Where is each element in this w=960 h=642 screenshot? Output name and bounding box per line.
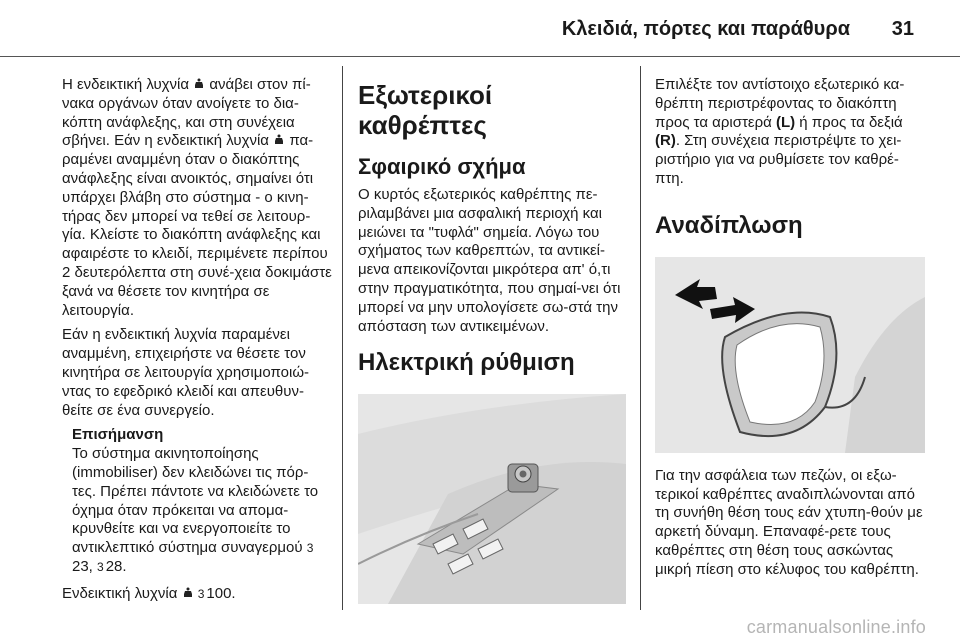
- page-title: Κλειδιά, πόρτες και παράθυρα: [561, 18, 850, 40]
- subheading-convex-shape: Σφαιρικό σχήμα: [358, 154, 526, 179]
- column-middle: [358, 80, 626, 604]
- column-divider: [640, 66, 641, 610]
- page-number: 31: [891, 18, 914, 40]
- column-right: [655, 76, 925, 586]
- page-ref-arrow-icon: 3: [97, 559, 104, 574]
- page-ref-arrow-icon: 3: [306, 541, 314, 556]
- mirror-folding-illustration: [655, 257, 925, 453]
- note-box: [62, 426, 332, 576]
- door-switch-illustration: [358, 394, 626, 604]
- section-heading-folding: Αναδίπλωση: [655, 211, 803, 239]
- section-heading-exterior-mirrors: Εξωτερικοί καθρέπτες: [358, 80, 493, 140]
- column-divider: [342, 66, 343, 610]
- page-ref-arrow-icon: 3: [197, 586, 205, 601]
- page-ref-link-28[interactable]: 28.: [105, 557, 127, 575]
- door-panel-mirror-switch-image: [358, 394, 626, 604]
- paragraph-indicator-ref: Ενδεικτική λυχνία 3 100.: [62, 584, 236, 602]
- note-text: Το σύστημα ακινητοποίησης (immobiliser) δεν κλειδώνει τις πόρ-τες. Πρέπει πάντοτε να κλειδώνετε το όχημα όταν πρόκειται να απομα-κρυνθείτε και να ενεργοποιείτε το αντικλεπτικό σύστημα συναγερμού 323, 3 28.: [72, 445, 319, 575]
- watermark: carmanualsonline.info: [746, 617, 926, 637]
- folding-mirror-image: [655, 257, 925, 453]
- page-ref-link-23[interactable]: 23,: [72, 557, 98, 575]
- paragraph-convex-mirror: Ο κυρτός εξωτερικός καθρέπτης πε-ριλαμβάνει μια ασφαλική περιοχή και μειώνει τα "τυφλά" σημεία. Λόγω του σχήματος των καθρεπτών, τα αντικεί-μενα απεικονίζονται μικρότερα απ' ό,τι στην πραγματικότητα, που σημαί-νει ότι μπορεί να μην υπολογίσετε σω-στά την απόσταση των αντικειμένων.: [358, 186, 621, 335]
- car-key-warning-icon: [273, 134, 285, 146]
- paragraph-immobiliser-light: Η ενδεικτική λυχνία ανάβει στον πί-νακα οργάνων όταν ανοίγετε το δια-κόπτη ανάφλεξης, και στη συνέχεια σβήνει. Εάν η ενδεικτική λυχνία πα-ραμένει αναμμένη όταν ο διακόπτης ανάφλεξης είναι ανοικτός, σημαίνει ότι υπάρχει βλάβη στο σύστημα - ο κινη-τήρας δεν μπορεί να τεθεί σε λειτουρ-γία. Κλείστε το διακόπτη ανάφλεξης και αφαιρέστε το κλειδί, περιμένετε περίπου 2 δευτερόλεπτα στη συνέ-χεια δοκιμάστε ξανά να θέσετε τον κινητήρα σε λειτουργία.: [62, 76, 332, 319]
- page-header: [0, 0, 960, 57]
- paragraph-select-mirror: Επιλέξτε τον αντίστοιχο εξωτερικό κα-θρέπτη περιστρέφοντας το διακόπτη προς τα αριστερά (L) ή προς τα δεξιά (R). Στη συνέχεια περιστρέψτε το χει-ριστήριο για να ρυθμίσετε τον καθρέ-πτη.: [655, 76, 905, 187]
- note-title: Επισήμανση: [72, 426, 164, 444]
- subheading-electric-adjustment: Ηλεκτρική ρύθμιση: [358, 349, 575, 377]
- column-left: [62, 76, 332, 610]
- car-key-warning-icon: [182, 587, 194, 599]
- page-ref-link-100[interactable]: 100.: [206, 584, 236, 602]
- paragraph-pedestrian-safety: Για την ασφάλεια των πεζών, οι εξω-τερικοί καθρέπτες αναδιπλώνονται από τη συνήθη θέση τους εάν χτυπη-θούν με αρκετή δύναμη. Επαναφέ-ρετε τους καθρέπτες στη θέση τους ασκώντας μικρή πίεση στο κέλυφος του καθρέπτη.: [655, 466, 923, 578]
- paragraph-spare-key: Εάν η ενδεικτική λυχνία παραμένει αναμμένη, επιχειρήστε να θέσετε τον κινητήρα σε λειτουργία χρησιμοποιώ-ντας το εφεδρικό κλειδί και απευθυν-θείτε σε ένα συνεργείο.: [62, 326, 310, 419]
- car-key-warning-icon: [193, 78, 205, 90]
